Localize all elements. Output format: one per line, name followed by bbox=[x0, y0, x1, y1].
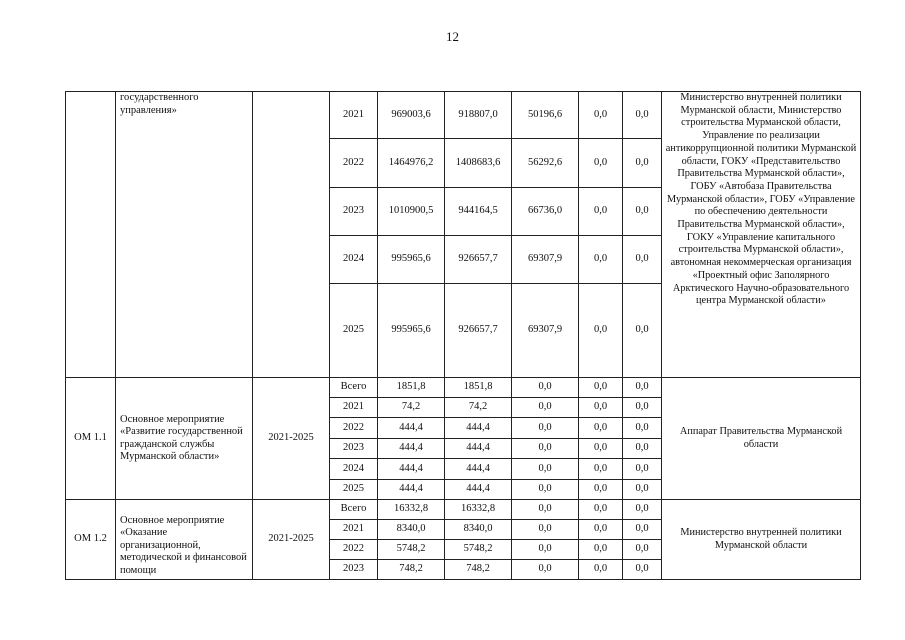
table-row bbox=[66, 92, 861, 139]
total-cell: 1464976,2 bbox=[378, 139, 445, 188]
total-cell: 74,2 bbox=[378, 398, 445, 418]
regional-cell: 748,2 bbox=[445, 560, 512, 580]
period-cell: 2021-2025 bbox=[253, 500, 330, 580]
regional-cell: 16332,8 bbox=[445, 500, 512, 520]
federal-cell: 0,0 bbox=[512, 520, 579, 540]
measure-name-cell: государственного управления» bbox=[116, 92, 253, 378]
regional-cell: 1408683,6 bbox=[445, 139, 512, 188]
federal-cell: 50196,6 bbox=[512, 92, 579, 139]
federal-cell: 69307,9 bbox=[512, 236, 579, 284]
year-cell: 2022 bbox=[330, 540, 378, 560]
year-cell: 2021 bbox=[330, 92, 378, 139]
other-cell: 0,0 bbox=[623, 139, 662, 188]
year-cell: 2021 bbox=[330, 520, 378, 540]
other-cell: 0,0 bbox=[623, 540, 662, 560]
regional-cell: 444,4 bbox=[445, 459, 512, 480]
federal-cell: 0,0 bbox=[512, 398, 579, 418]
measure-name-cell: Основное мероприятие «Развитие государственной гражданской службы Мурманской области» bbox=[116, 378, 253, 500]
federal-cell: 0,0 bbox=[512, 480, 579, 500]
local-cell: 0,0 bbox=[579, 418, 623, 439]
year-cell: 2022 bbox=[330, 139, 378, 188]
total-cell: 1010900,5 bbox=[378, 188, 445, 236]
local-cell: 0,0 bbox=[579, 500, 623, 520]
local-cell: 0,0 bbox=[579, 480, 623, 500]
regional-cell: 926657,7 bbox=[445, 284, 512, 378]
executor-cell: Министерство внутренней политики Мурманской области, Министерство строительства Мурманской области, Управление по реализации антикоррупционной политики Мурманской области, ГОКУ «Представительство Правительства Мурманской области», ГОБУ «Автобаза Правительства Мурманской области», ГОБУ «Управление по обеспечению деятельности Правительства Мурманской области», ГОКУ «Управление капитального строительства Мурманской области», автономная некоммерческая организация «Проектный офис Заполярного Арктического Научно-образовательного центра Мурманской области» bbox=[662, 92, 861, 378]
period-cell: 2021-2025 bbox=[253, 378, 330, 500]
federal-cell: 0,0 bbox=[512, 560, 579, 580]
page-number: 12 bbox=[446, 29, 459, 44]
year-cell: 2023 bbox=[330, 439, 378, 459]
other-cell: 0,0 bbox=[623, 398, 662, 418]
local-cell: 0,0 bbox=[579, 540, 623, 560]
local-cell: 0,0 bbox=[579, 398, 623, 418]
executor-cell: Аппарат Правительства Мурманской области bbox=[662, 378, 861, 500]
regional-cell: 944164,5 bbox=[445, 188, 512, 236]
total-cell: 8340,0 bbox=[378, 520, 445, 540]
year-cell: 2023 bbox=[330, 188, 378, 236]
total-cell: 5748,2 bbox=[378, 540, 445, 560]
federal-cell: 0,0 bbox=[512, 540, 579, 560]
total-cell: 444,4 bbox=[378, 439, 445, 459]
federal-cell: 0,0 bbox=[512, 378, 579, 398]
other-cell: 0,0 bbox=[623, 284, 662, 378]
funding-table bbox=[65, 91, 861, 580]
total-cell: 1851,8 bbox=[378, 378, 445, 398]
other-cell: 0,0 bbox=[623, 236, 662, 284]
local-cell: 0,0 bbox=[579, 520, 623, 540]
total-cell: 969003,6 bbox=[378, 92, 445, 139]
code-cell bbox=[66, 92, 116, 378]
total-cell: 748,2 bbox=[378, 560, 445, 580]
other-cell: 0,0 bbox=[623, 500, 662, 520]
other-cell: 0,0 bbox=[623, 439, 662, 459]
code-cell: ОМ 1.1 bbox=[66, 378, 116, 500]
year-cell: 2021 bbox=[330, 398, 378, 418]
regional-cell: 444,4 bbox=[445, 418, 512, 439]
regional-cell: 74,2 bbox=[445, 398, 512, 418]
federal-cell: 69307,9 bbox=[512, 284, 579, 378]
regional-cell: 1851,8 bbox=[445, 378, 512, 398]
year-cell: 2024 bbox=[330, 236, 378, 284]
other-cell: 0,0 bbox=[623, 459, 662, 480]
total-cell: 444,4 bbox=[378, 480, 445, 500]
regional-cell: 926657,7 bbox=[445, 236, 512, 284]
total-cell: 995965,6 bbox=[378, 284, 445, 378]
year-cell: Всего bbox=[330, 500, 378, 520]
measure-name-cell: Основное мероприятие «Оказание организационной, методической и финансовой помощи bbox=[116, 500, 253, 580]
table-row bbox=[66, 500, 861, 520]
federal-cell: 0,0 bbox=[512, 500, 579, 520]
regional-cell: 5748,2 bbox=[445, 540, 512, 560]
federal-cell: 66736,0 bbox=[512, 188, 579, 236]
local-cell: 0,0 bbox=[579, 560, 623, 580]
local-cell: 0,0 bbox=[579, 139, 623, 188]
local-cell: 0,0 bbox=[579, 236, 623, 284]
year-cell: 2025 bbox=[330, 480, 378, 500]
regional-cell: 444,4 bbox=[445, 439, 512, 459]
federal-cell: 0,0 bbox=[512, 459, 579, 480]
other-cell: 0,0 bbox=[623, 418, 662, 439]
regional-cell: 444,4 bbox=[445, 480, 512, 500]
other-cell: 0,0 bbox=[623, 188, 662, 236]
year-cell: 2025 bbox=[330, 284, 378, 378]
total-cell: 995965,6 bbox=[378, 236, 445, 284]
federal-cell: 56292,6 bbox=[512, 139, 579, 188]
year-cell: Всего bbox=[330, 378, 378, 398]
total-cell: 16332,8 bbox=[378, 500, 445, 520]
total-cell: 444,4 bbox=[378, 418, 445, 439]
total-cell: 444,4 bbox=[378, 459, 445, 480]
other-cell: 0,0 bbox=[623, 520, 662, 540]
code-cell: ОМ 1.2 bbox=[66, 500, 116, 580]
executor-cell: Министерство внутренней политики Мурманской области bbox=[662, 500, 861, 580]
other-cell: 0,0 bbox=[623, 92, 662, 139]
federal-cell: 0,0 bbox=[512, 439, 579, 459]
other-cell: 0,0 bbox=[623, 480, 662, 500]
other-cell: 0,0 bbox=[623, 560, 662, 580]
regional-cell: 918807,0 bbox=[445, 92, 512, 139]
table-row bbox=[66, 378, 861, 398]
year-cell: 2022 bbox=[330, 418, 378, 439]
local-cell: 0,0 bbox=[579, 284, 623, 378]
year-cell: 2024 bbox=[330, 459, 378, 480]
other-cell: 0,0 bbox=[623, 378, 662, 398]
federal-cell: 0,0 bbox=[512, 418, 579, 439]
regional-cell: 8340,0 bbox=[445, 520, 512, 540]
period-cell bbox=[253, 92, 330, 378]
local-cell: 0,0 bbox=[579, 378, 623, 398]
local-cell: 0,0 bbox=[579, 459, 623, 480]
year-cell: 2023 bbox=[330, 560, 378, 580]
local-cell: 0,0 bbox=[579, 188, 623, 236]
local-cell: 0,0 bbox=[579, 439, 623, 459]
local-cell: 0,0 bbox=[579, 92, 623, 139]
